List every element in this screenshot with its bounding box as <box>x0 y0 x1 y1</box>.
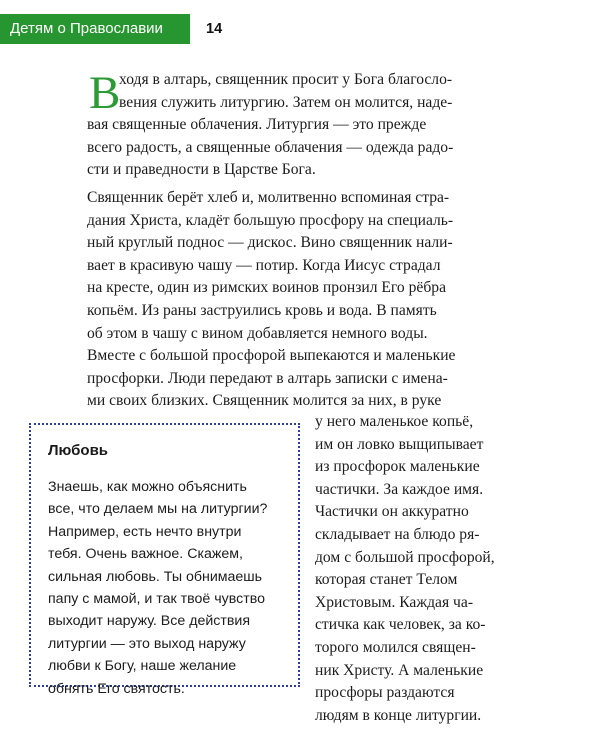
paragraph-line: Священник берёт хлеб и, молитвенно вспоминая стра- <box>87 189 450 206</box>
paragraph-line: ходя в алтарь, священник просит у Бога благосло- <box>119 71 453 88</box>
section-title-bar <box>0 14 190 44</box>
sidebar-line: тебя. Очень важное. Скажем, <box>48 546 243 563</box>
paragraph-line: просфоры раздаются <box>315 684 455 702</box>
paragraph-line: Частички он аккуратно <box>315 503 469 521</box>
paragraph-line: дания Христа, кладёт большую просфору на специаль- <box>87 211 454 229</box>
sidebar-line: литургии — это выход наружу <box>48 635 246 652</box>
sidebar-line: сильная любовь. Ты обнимаешь <box>48 568 263 585</box>
drop-cap: В <box>89 67 121 119</box>
paragraph-line: им он ловко выщипывает <box>315 435 484 453</box>
paragraph-prosphora <box>87 345 537 413</box>
paragraph-line: торого молился священ- <box>315 638 476 656</box>
sidebar-text <box>48 476 286 700</box>
sidebar-title: Любовь <box>48 442 109 459</box>
paragraph-line: у него маленькое копьё, <box>315 413 474 430</box>
paragraph-line: сти и праведности в Царстве Бога. <box>87 161 316 179</box>
sidebar-line: обнять Его святость. <box>48 680 185 697</box>
sidebar-line: любви к Богу, наше желание <box>48 658 237 675</box>
paragraph-line: стичка как человек, за ко- <box>315 616 486 634</box>
paragraph-prosphora-continued <box>315 411 555 727</box>
sidebar-box-love <box>29 423 300 697</box>
paragraph-line: дом с большой просфорой, <box>315 548 495 566</box>
paragraph-entering-altar <box>87 69 537 182</box>
sidebar-line: Знаешь, как можно объяснить <box>48 479 247 495</box>
paragraph-line: просфорки. Люди передают в алтарь записки с имена- <box>87 369 448 387</box>
sidebar-line: папу с мамой, и так твоё чувство <box>48 590 265 607</box>
paragraph-line: вает в красивую чашу — потир. Когда Иисус страдал <box>87 256 441 274</box>
paragraph-line: копьём. Из раны заструились кровь и вода. В память <box>87 301 437 319</box>
page-number: 14 <box>206 21 223 37</box>
paragraph-line: Вместе с большой просфорой выпекаются и маленькие <box>87 347 456 364</box>
paragraph-bread-and-wine <box>87 187 537 345</box>
paragraph-line: складывает на блюдо ря- <box>315 525 480 543</box>
paragraph-line: людям в конце литургии. <box>315 706 482 724</box>
sidebar-line: все, что делаем мы на литургии? <box>48 501 268 518</box>
paragraph-line: об этом в чашу с вином добавляется немного воды. <box>87 324 428 342</box>
sidebar-line: выходит наружу. Все действия <box>48 613 251 630</box>
paragraph-line: на кресте, один из римских воинов пронзил Его рёбра <box>87 279 446 297</box>
paragraph-line: которая станет Телом <box>315 571 458 589</box>
paragraph-line: частички. За каждое имя. <box>315 480 484 498</box>
section-title: Детям о Православии <box>10 20 163 37</box>
paragraph-line: ми своих близких. Священник молится за них, в руке <box>87 392 442 410</box>
paragraph-line: из просфорок маленькие <box>315 458 480 476</box>
paragraph-line: вения служить литургию. Затем он молится, наде- <box>119 93 453 111</box>
paragraph-line: всего радость, а священные облачения — одежда радо- <box>87 138 454 156</box>
sidebar-line: Например, есть нечто внутри <box>48 523 242 540</box>
paragraph-line: вая священные облачения. Литургия — это прежде <box>87 116 427 134</box>
paragraph-line: Христовым. Каждая ча- <box>315 593 474 611</box>
paragraph-line: ный круглый поднос — дискос. Вино священник нали- <box>87 234 453 252</box>
paragraph-line: ник Христу. А маленькие <box>315 661 484 679</box>
